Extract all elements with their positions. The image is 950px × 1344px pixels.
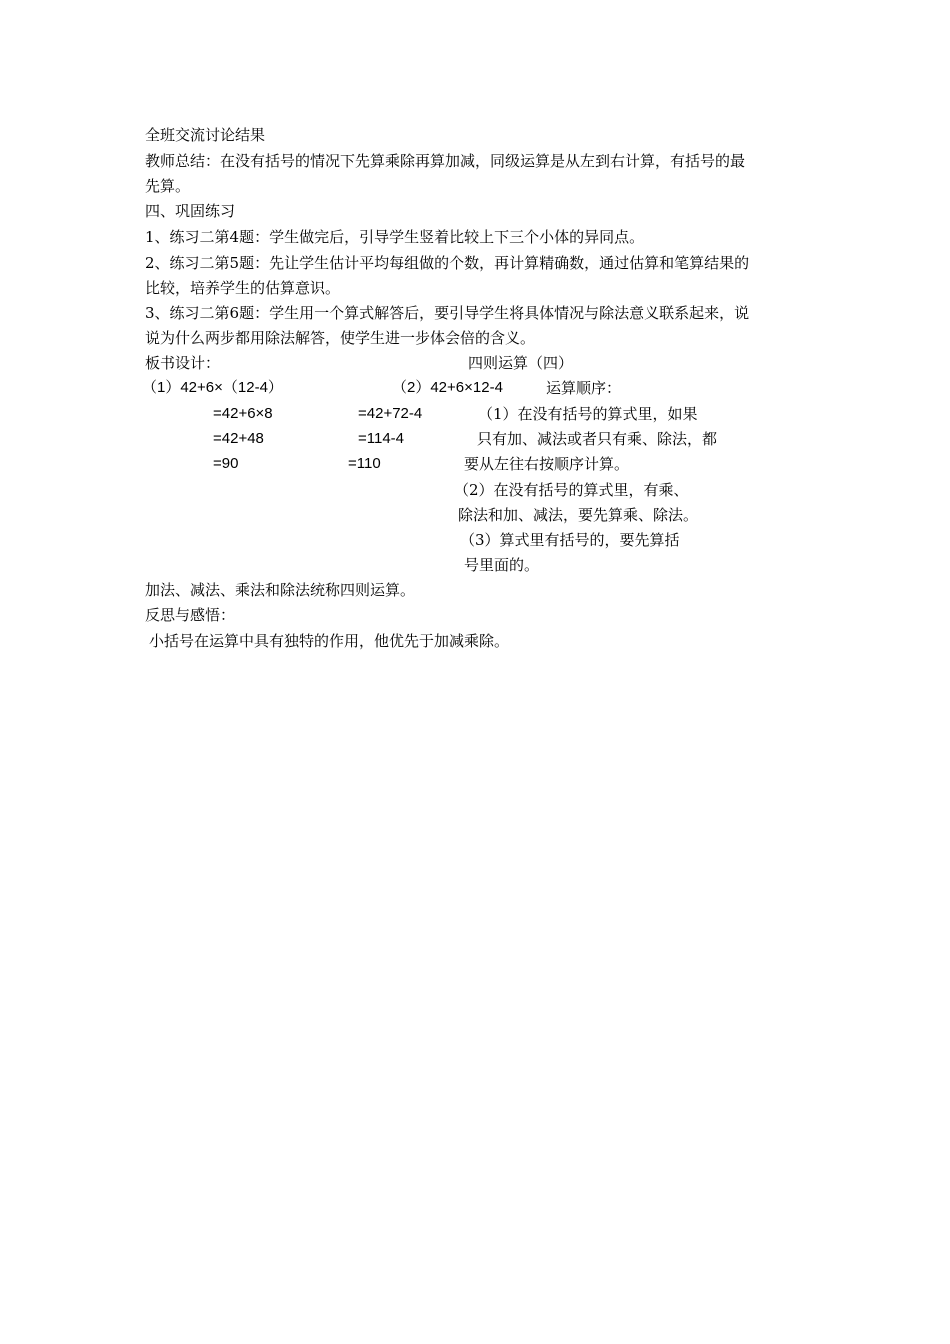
board-design-label: 板书设计： xyxy=(145,354,221,372)
teacher-summary-line1: 教师总结：在没有括号的情况下先算乘除再算加减，同级运算是从左到右计算，有括号的最 xyxy=(145,152,746,170)
rule-2-line2: 除法和加、减法，要先算乘、除法。 xyxy=(458,506,699,524)
practice-item-3-line2: 说为什么两步都用除法解答，使学生进一步体会倍的含义。 xyxy=(145,329,536,347)
practice-item-3-line1: 3、练习二第6题：学生用一个算式解答后，要引导学生将具体情况与除法意义联系起来，说 xyxy=(145,304,750,322)
discussion-line: 全班交流讨论结果 xyxy=(145,126,266,144)
practice-item-2-line1: 2、练习二第5题：先让学生估计平均每组做的个数，再计算精确数，通过估算和笔算结果的 xyxy=(145,254,750,272)
example2-result: =110 xyxy=(348,455,381,472)
example1-step2: =42+48 xyxy=(213,430,264,447)
section-heading-practice: 四、巩固练习 xyxy=(145,202,236,220)
rule-2-line1: （2）在没有括号的算式里，有乘、 xyxy=(454,481,689,499)
example1-result: =90 xyxy=(213,455,239,472)
four-operations-summary: 加法、减法、乘法和除法统称四则运算。 xyxy=(145,581,416,599)
example2-step1: =42+72-4 xyxy=(358,405,423,422)
example1-expression: （1）42+6×（12-4） xyxy=(142,379,283,396)
rule-3-line2: 号里面的。 xyxy=(464,556,540,574)
board-title: 四则运算（四） xyxy=(468,354,574,372)
practice-item-1: 1、练习二第4题：学生做完后，引导学生竖着比较上下三个小体的异同点。 xyxy=(145,228,645,246)
rule-1-line2: 只有加、减法或者只有乘、除法，都 xyxy=(477,430,718,448)
reflection-text: 小括号在运算中具有独特的作用，他优先于加减乘除。 xyxy=(149,632,510,650)
rule-1-line3: 要从左往右按顺序计算。 xyxy=(464,455,630,473)
practice-item-2-line2: 比较，培养学生的估算意识。 xyxy=(145,279,341,297)
example2-step2: =114-4 xyxy=(358,430,405,447)
rule-1-line1: （1）在没有括号的算式里，如果 xyxy=(478,405,698,423)
example1-step1: =42+6×8 xyxy=(213,405,273,422)
example2-expression: （2）42+6×12-4 xyxy=(392,379,503,396)
rule-3-line1: （3）算式里有括号的，要先算括 xyxy=(460,531,680,549)
reflection-label: 反思与感悟： xyxy=(145,606,236,624)
operation-order-title: 运算顺序： xyxy=(546,379,622,397)
teacher-summary-line2: 先算。 xyxy=(145,177,191,195)
